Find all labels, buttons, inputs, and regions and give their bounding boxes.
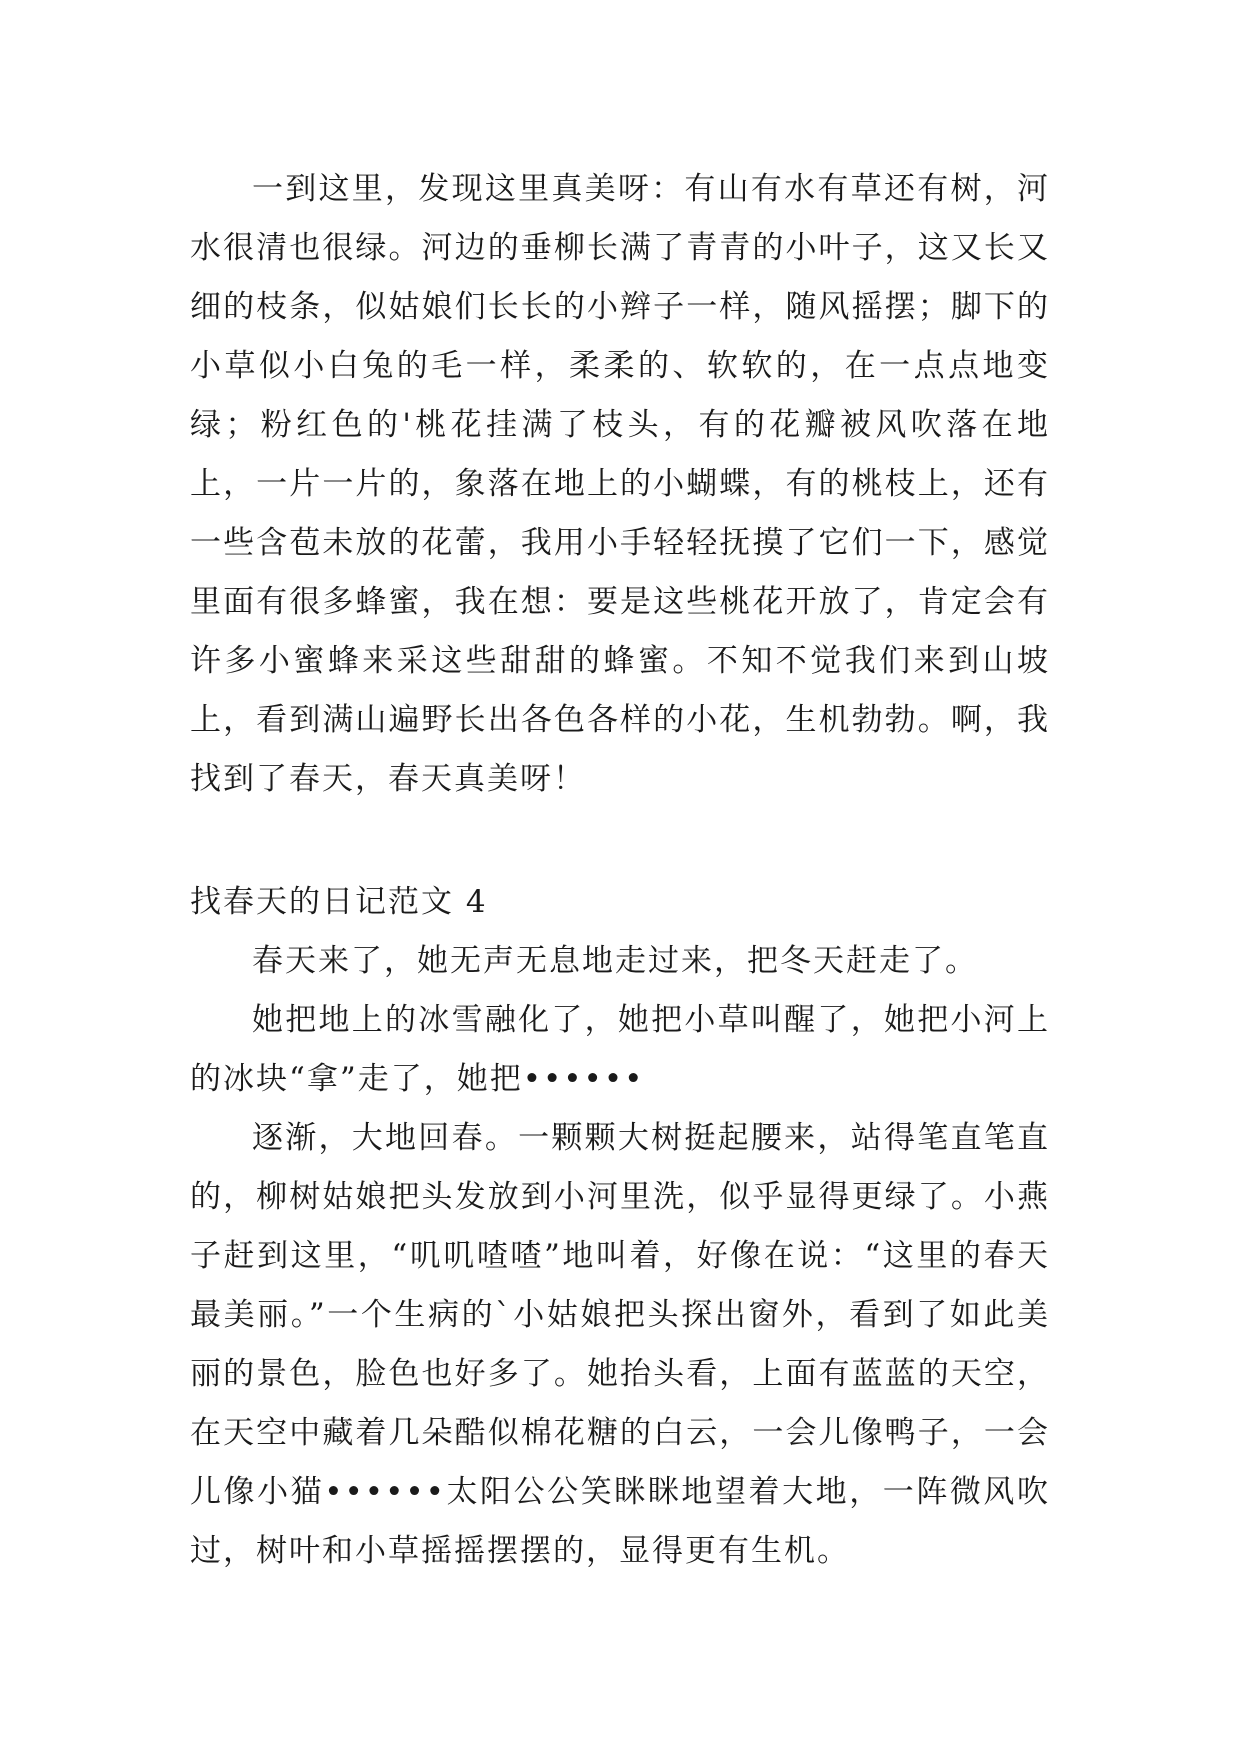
document-body <box>190 160 1050 1581</box>
paragraph-2: 春天来了，她无声无息地走过来，把冬天赶走了。 <box>252 943 978 979</box>
paragraph-4: 逐渐，大地回春。一颗颗大树挺起腰来，站得笔直笔直的，柳树姑娘把头发放到小河里洗，似乎显得更绿了。小燕子赶到这里，“叽叽喳喳”地叫着，好像在说：“这里的春天最美丽。”一个生病的`小姑娘把头探出窗外，看到了如此美丽的景色，脸色也好多了。她抬头看，上面有蓝蓝的天空，在天空中藏着几朵酷似棉花糖的白云，一会儿像鸭子，一会儿像小猫••••••太阳公公笑眯眯地望着大地，一阵微风吹过，树叶和小草摇摇摆摆的，显得更有生机。 <box>190 1120 1050 1569</box>
paragraph-1: 一到这里，发现这里真美呀：有山有水有草还有树，河水很清也很绿。河边的垂柳长满了青青的小叶子，这又长又细的枝条，似姑娘们长长的小辫子一样，随风摇摆；脚下的小草似小白兔的毛一样，柔柔的、软软的，在一点点地变绿；粉红色的'桃花挂满了枝头，有的花瓣被风吹落在地上，一片一片的，象落在地上的小蝴蝶，有的桃枝上，还有一些含苞未放的花蕾，我用小手轻轻抚摸了它们一下，感觉里面有很多蜂蜜，我在想：要是这些桃花开放了，肯定会有许多小蜜蜂来采这些甜甜的蜂蜜。不知不觉我们来到山坡上，看到满山遍野长出各色各样的小花，生机勃勃。啊，我找到了春天，春天真美呀！ <box>190 171 1050 797</box>
paragraph-3: 她把地上的冰雪融化了，她把小草叫醒了，她把小河上的冰块“拿”走了，她把•••••• <box>190 1002 1050 1097</box>
section-heading: 找春天的日记范文 4 <box>190 884 488 920</box>
